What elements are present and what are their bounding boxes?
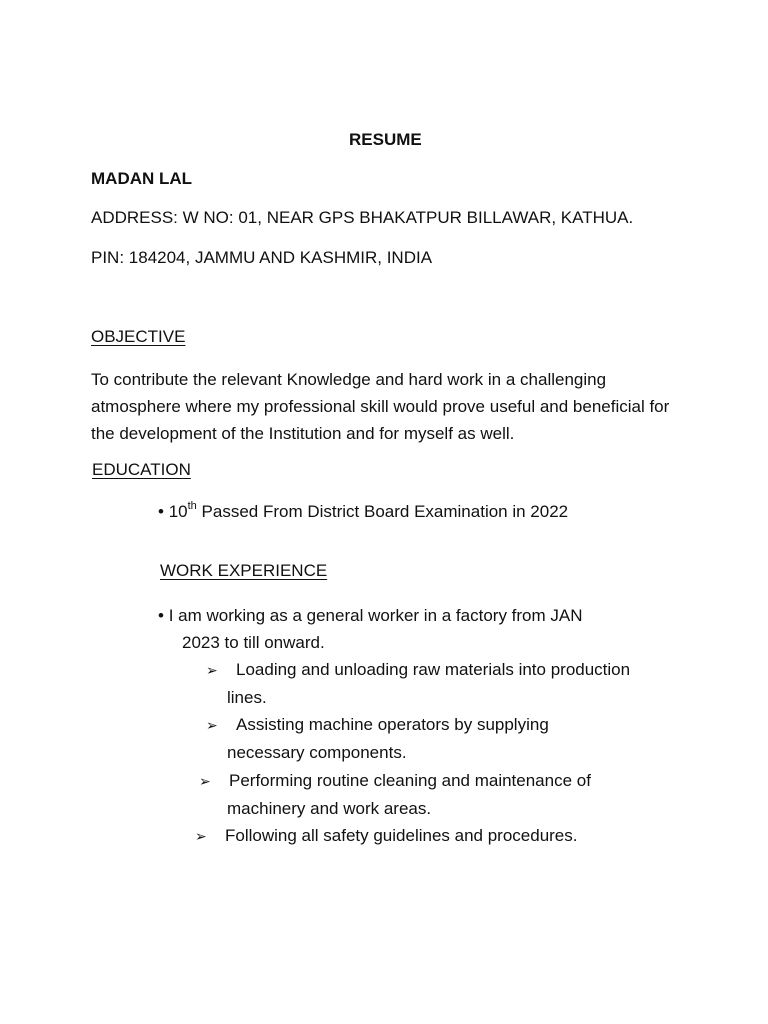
duty-line-2: necessary components. — [227, 743, 407, 762]
arrow-bullet-icon: ➢ — [206, 717, 218, 733]
work-intro-line-1: • I am working as a general worker in a factory from JAN — [158, 606, 583, 625]
pin-line: PIN: 184204, JAMMU AND KASHMIR, INDIA — [91, 248, 433, 267]
duty-item — [206, 711, 549, 766]
education-item — [158, 501, 568, 523]
arrow-bullet-icon: ➢ — [195, 828, 207, 844]
duty-line-1: Loading and unloading raw materials into production — [236, 660, 631, 679]
bullet-icon: • — [158, 606, 164, 625]
page-title: RESUME — [349, 130, 422, 149]
duty-item — [206, 656, 630, 711]
address-line: ADDRESS: W NO: 01, NEAR GPS BHAKATPUR BILLAWAR, KATHUA. — [91, 208, 634, 227]
duty-line-2: machinery and work areas. — [227, 799, 432, 818]
duty-item — [199, 767, 591, 822]
work-experience-heading: WORK EXPERIENCE — [160, 561, 328, 580]
education-item-text: Passed From District Board Examination in 2022 — [196, 502, 569, 521]
arrow-bullet-icon: ➢ — [199, 773, 211, 789]
bullet-icon: • — [158, 502, 164, 521]
objective-text: To contribute the relevant Knowledge and hard work in a challenging atmosphere where my professional skill would prove useful and beneficial for the development of the Institution and for myself as well. — [91, 370, 670, 443]
work-intro-line-2: 2023 to till onward. — [182, 633, 325, 652]
duty-line-1: Following all safety guidelines and procedures. — [225, 826, 578, 845]
education-item-ordinal: th — [187, 500, 197, 513]
arrow-bullet-icon: ➢ — [206, 662, 218, 678]
duty-line-2: lines. — [227, 688, 267, 707]
applicant-name: MADAN LAL — [91, 169, 193, 188]
work-experience-item — [158, 602, 678, 656]
duty-line-1: Assisting machine operators by supplying — [236, 715, 549, 734]
objective-heading: OBJECTIVE — [91, 327, 186, 346]
duty-line-1: Performing routine cleaning and maintenance of — [229, 771, 591, 790]
education-heading: EDUCATION — [92, 460, 191, 479]
duty-item — [195, 822, 577, 850]
education-item-number: 10 — [168, 502, 188, 521]
